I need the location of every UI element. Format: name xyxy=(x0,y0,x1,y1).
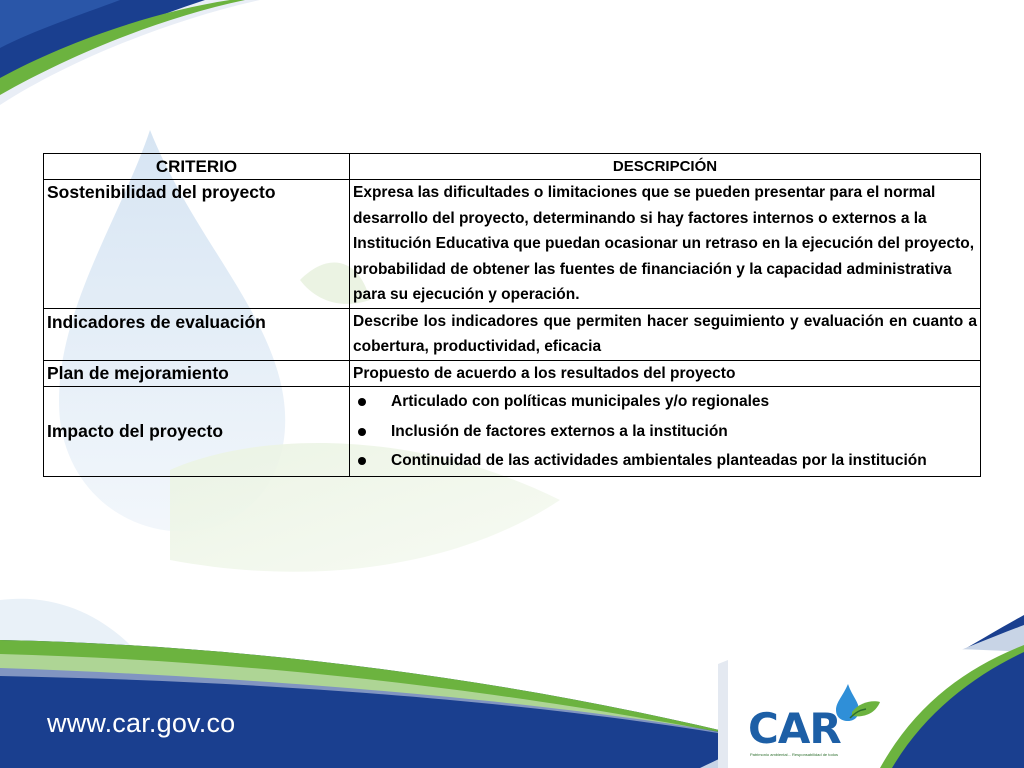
table-row xyxy=(44,308,981,360)
logo-text: CAR xyxy=(748,704,841,753)
table-header-row xyxy=(44,154,981,180)
bullet-icon xyxy=(358,398,366,406)
bullet-icon xyxy=(358,428,366,436)
descripcion-cell: Propuesto de acuerdo a los resultados del proyecto xyxy=(350,360,981,387)
bullet-icon xyxy=(358,457,366,465)
criterio-cell: Impacto del proyecto xyxy=(44,387,350,477)
table-row xyxy=(44,360,981,387)
descripcion-cell xyxy=(350,387,981,477)
header-criterio: CRITERIO xyxy=(44,154,350,180)
list-item: Inclusión de factores externos a la institución xyxy=(353,417,977,447)
logo-tagline: Patrimonio ambiental... Responsabilidad de todos xyxy=(750,752,839,757)
car-logo xyxy=(748,680,888,760)
website-url: www.car.gov.co xyxy=(47,708,236,738)
criterio-cell: Sostenibilidad del proyecto xyxy=(44,180,350,309)
list-item: Continuidad de las actividades ambientales planteadas por la institución xyxy=(353,446,977,476)
table-row xyxy=(44,180,981,309)
table-row xyxy=(44,387,981,477)
impact-bullet-list xyxy=(353,387,977,476)
list-item: Articulado con políticas municipales y/o regionales xyxy=(353,387,977,417)
descripcion-cell: Describe los indicadores que permiten hacer seguimiento y evaluación en cuanto a cobertura, productividad, eficacia xyxy=(350,308,981,360)
header-descripcion: DESCRIPCIÓN xyxy=(350,154,981,180)
criterio-cell: Indicadores de evaluación xyxy=(44,308,350,360)
descripcion-cell: Expresa las dificultades o limitaciones que se pueden presentar para el normal desarrollo del proyecto, determinando si hay factores internos o externos a la Institución Educativa que puedan ocasionar un retraso en la ejecución del proyecto, probabilidad de obtener las fuentes de financiación y la capacidad administrativa para su ejecución y operación. xyxy=(350,180,981,309)
criteria-table xyxy=(43,153,981,477)
criterio-cell: Plan de mejoramiento xyxy=(44,360,350,387)
